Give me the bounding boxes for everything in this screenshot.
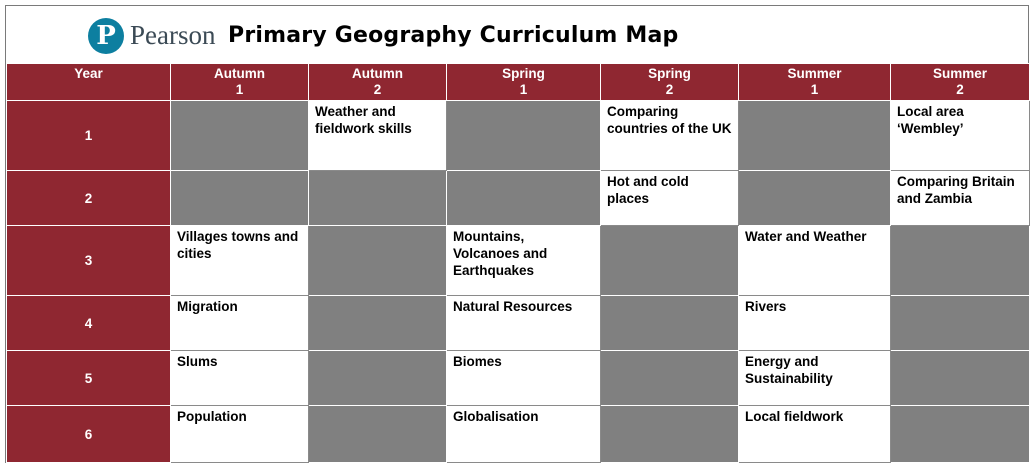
column-header-summer-1: Summer 1 xyxy=(739,64,891,101)
year-cell: 3 xyxy=(7,226,171,296)
empty-cell xyxy=(739,171,891,226)
document-header xyxy=(6,6,1028,63)
empty-cell xyxy=(309,226,447,296)
empty-cell xyxy=(601,406,739,463)
empty-cell xyxy=(309,406,447,463)
topic-cell: Comparing countries of the UK xyxy=(601,101,739,171)
year-cell: 1 xyxy=(7,101,171,171)
column-header-year: Year xyxy=(7,64,171,101)
topic-cell: Villages towns and cities xyxy=(171,226,309,296)
topic-cell: Rivers xyxy=(739,296,891,351)
header-row xyxy=(7,64,1030,101)
topic-cell: Mountains, Volcanoes and Earthquakes xyxy=(447,226,601,296)
year-cell: 5 xyxy=(7,351,171,406)
empty-cell xyxy=(891,296,1030,351)
topic-cell: Local area ‘Wembley’ xyxy=(891,101,1030,171)
year-cell: 4 xyxy=(7,296,171,351)
empty-cell xyxy=(447,171,601,226)
empty-cell xyxy=(739,101,891,171)
empty-cell xyxy=(601,296,739,351)
column-header-autumn-1: Autumn 1 xyxy=(171,64,309,101)
column-header-summer-2: Summer 2 xyxy=(891,64,1030,101)
empty-cell xyxy=(309,296,447,351)
table-row xyxy=(7,226,1030,296)
column-header-spring-2: Spring 2 xyxy=(601,64,739,101)
topic-cell: Slums xyxy=(171,351,309,406)
topic-cell: Comparing Britain and Zambia xyxy=(891,171,1030,226)
topic-cell: Local fieldwork xyxy=(739,406,891,463)
table-row xyxy=(7,406,1030,463)
topic-cell: Biomes xyxy=(447,351,601,406)
empty-cell xyxy=(601,351,739,406)
table-row xyxy=(7,171,1030,226)
empty-cell xyxy=(447,101,601,171)
empty-cell xyxy=(171,171,309,226)
topic-cell: Water and Weather xyxy=(739,226,891,296)
empty-cell xyxy=(601,226,739,296)
curriculum-map-document xyxy=(5,5,1029,463)
empty-cell xyxy=(891,406,1030,463)
empty-cell xyxy=(309,171,447,226)
topic-cell: Natural Resources xyxy=(447,296,601,351)
pearson-logo-icon: P xyxy=(88,18,124,54)
column-header-spring-1: Spring 1 xyxy=(447,64,601,101)
year-cell: 2 xyxy=(7,171,171,226)
topic-cell: Population xyxy=(171,406,309,463)
topic-cell: Weather and fieldwork skills xyxy=(309,101,447,171)
topic-cell: Migration xyxy=(171,296,309,351)
topic-cell: Hot and cold places xyxy=(601,171,739,226)
pearson-logo-wordmark: Pearson xyxy=(130,20,216,50)
table-row xyxy=(7,296,1030,351)
table-row xyxy=(7,101,1030,171)
curriculum-table xyxy=(6,63,1030,463)
empty-cell xyxy=(171,101,309,171)
empty-cell xyxy=(309,351,447,406)
year-cell: 6 xyxy=(7,406,171,463)
table-row xyxy=(7,351,1030,406)
empty-cell xyxy=(891,351,1030,406)
topic-cell: Energy and Sustainability xyxy=(739,351,891,406)
topic-cell: Globalisation xyxy=(447,406,601,463)
page-title: Primary Geography Curriculum Map xyxy=(228,23,679,48)
empty-cell xyxy=(891,226,1030,296)
column-header-autumn-2: Autumn 2 xyxy=(309,64,447,101)
